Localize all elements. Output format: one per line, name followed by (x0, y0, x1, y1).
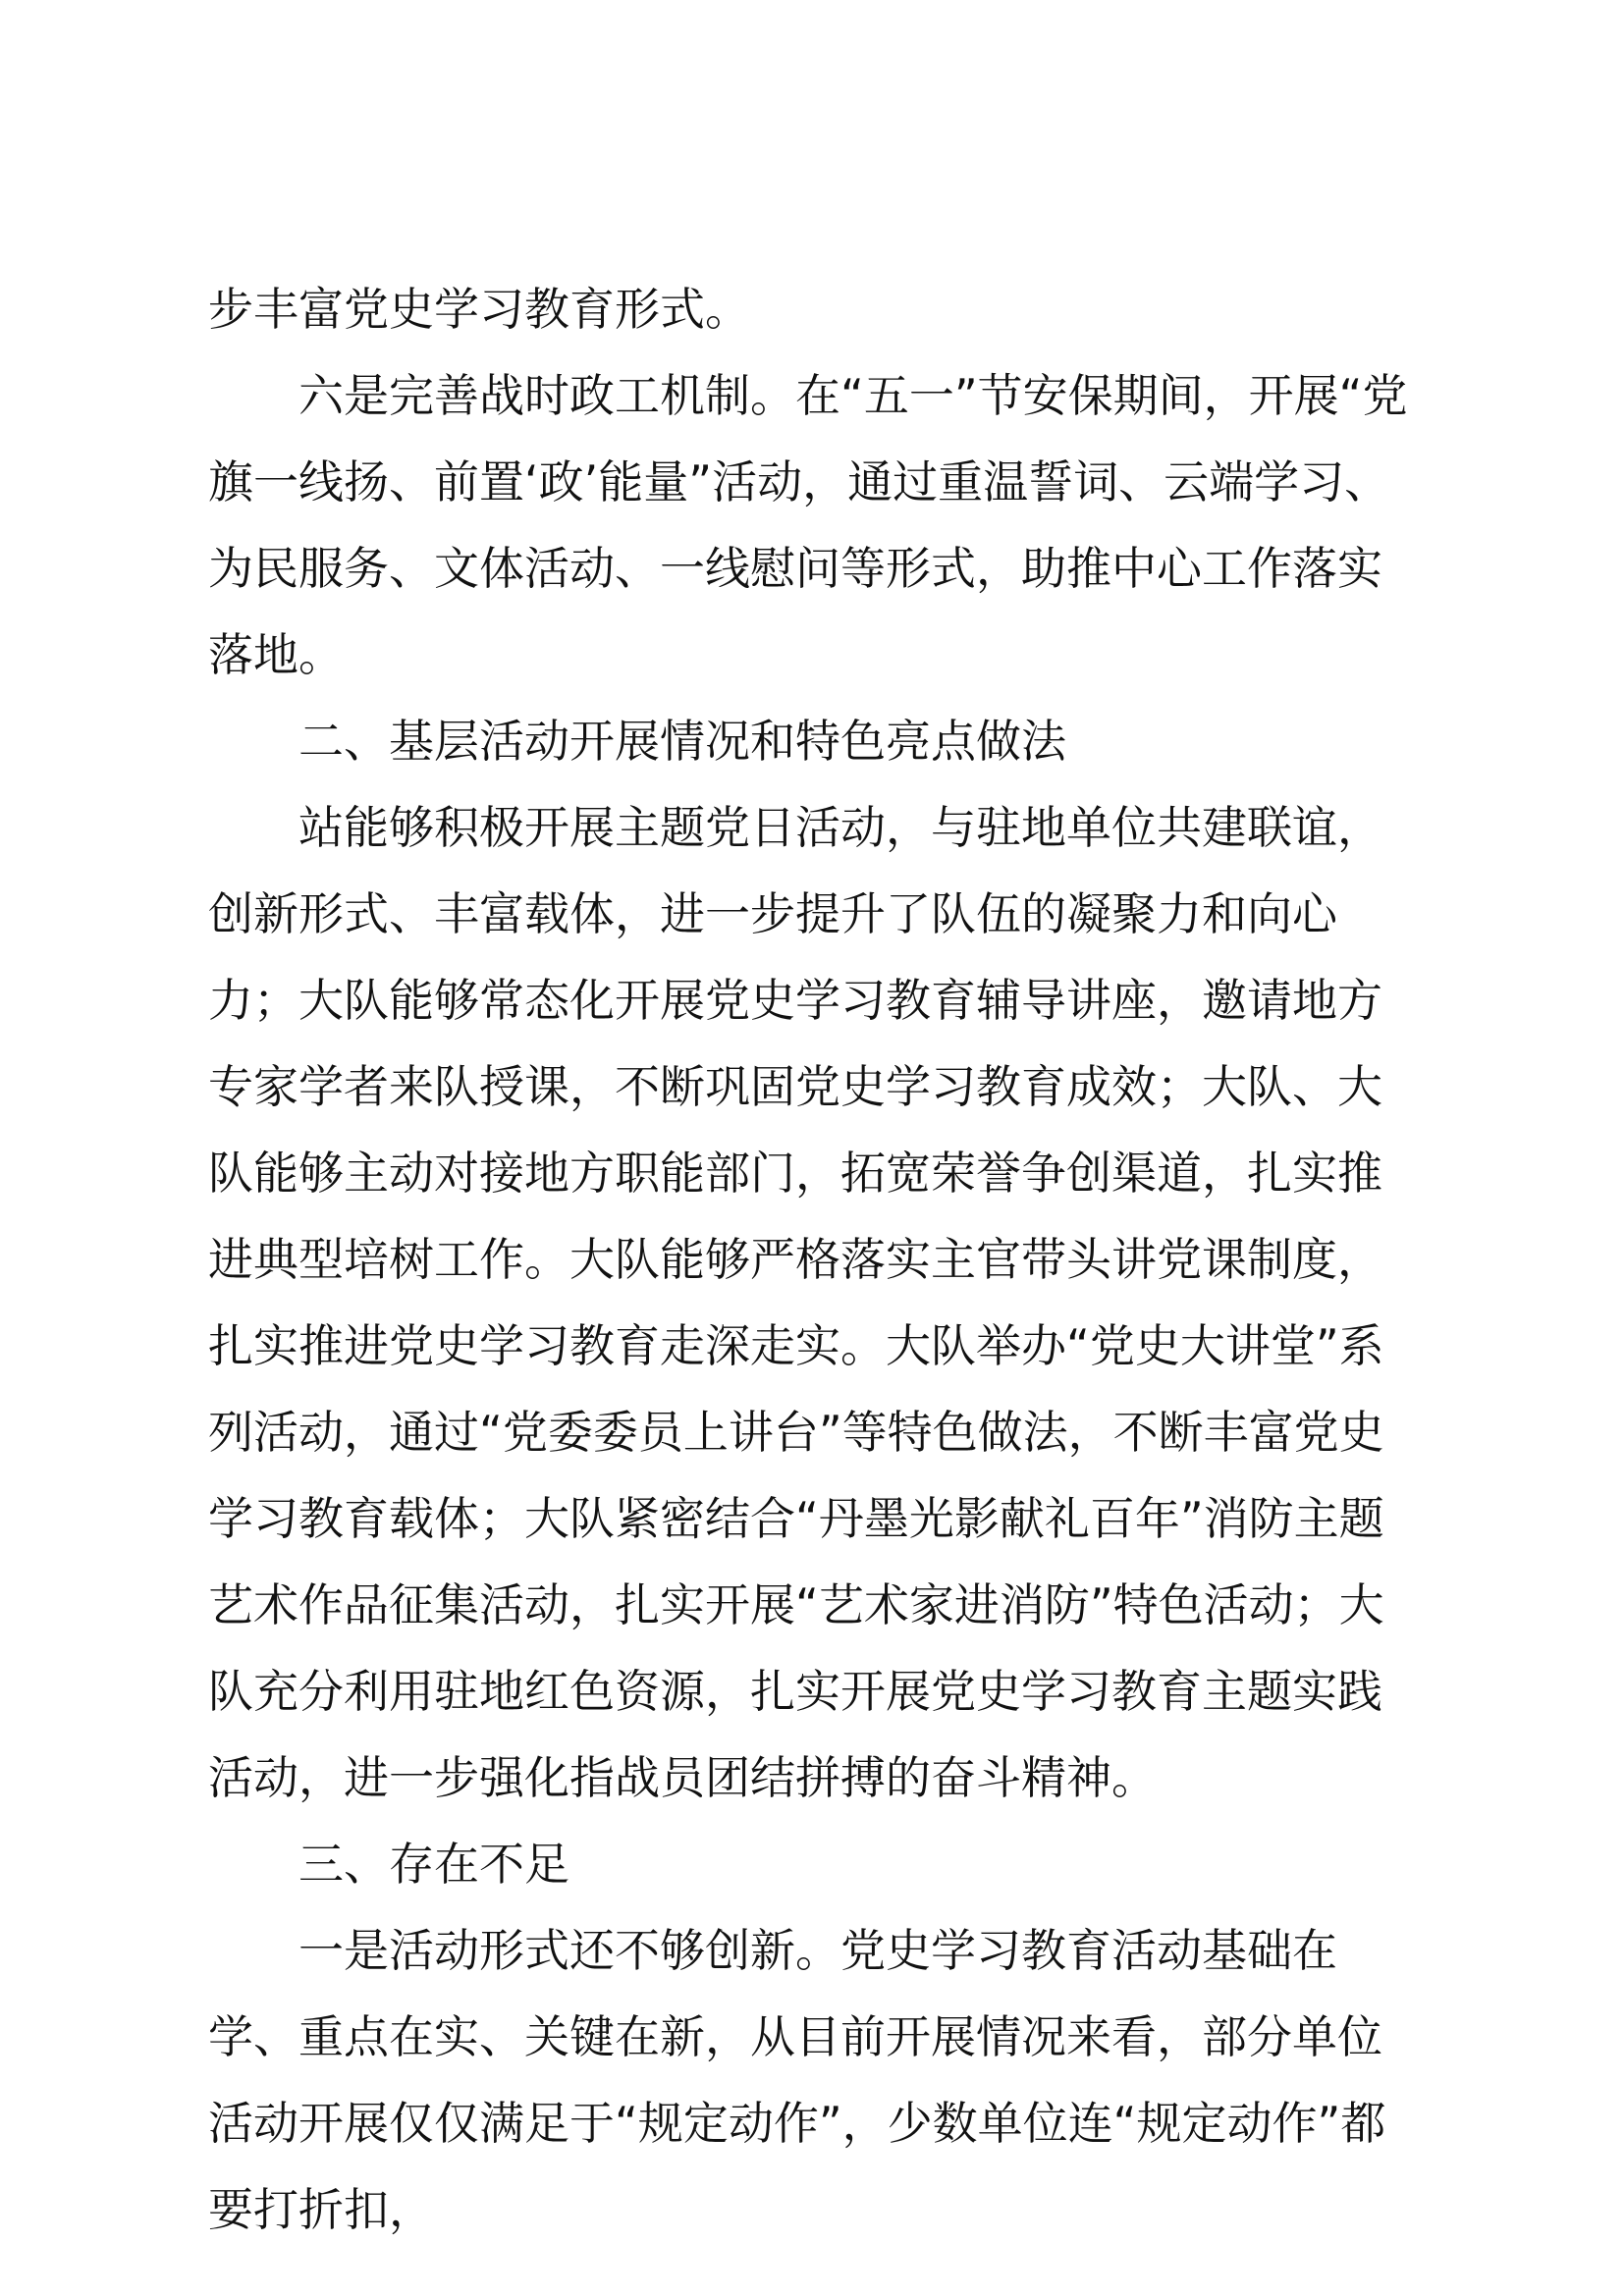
section-heading-grassroots-activities: 二、基层活动开展情况和特色亮点做法 (298, 715, 1066, 768)
paragraph-activity-forms: 一是活动形式还不够创新。党史学习教育活动基础在学、重点在实、关键在新，从目前开展情况来看，部分单位活动开展仅仅满足于“规定动作”，少数单位连“规定动作”都要打折扣， (208, 1924, 1386, 2236)
section-heading-shortcomings: 三、存在不足 (298, 1838, 569, 1891)
document-body (208, 266, 1426, 2253)
paragraph-wartime-political-mechanism: 六是完善战时政工机制。在“五一”节安保期间，开展“党旗一线扬、前置‘政’能量”活动，通过重温誓词、云端学习、为民服务、文体活动、一线慰问等形式，助推中心工作落实落地。 (208, 369, 1408, 681)
paragraph-continuation: 步丰富党史学习教育形式。 (208, 283, 750, 336)
paragraph-grassroots-highlights: 站能够积极开展主题党日活动，与驻地单位共建联谊，创新形式、丰富载体，进一步提升了队伍的凝聚力和向心力；大队能够常态化开展党史学习教育辅导讲座，邀请地方专家学者来队授课，不断巩固党史学习教育成效；大队、大队能够主动对接地方职能部门，拓宽荣誉争创渠道，扎实推进典型培树工作。大队能够严格落实主官带头讲党课制度，扎实推进党史学习教育走深走实。大队举办“党史大讲堂”系列活动，通过“党委委员上讲台”等特色做法，不断丰富党史学习教育载体；大队紧密结合“丹墨光影献礼百年”消防主题艺术作品征集活动，扎实开展“艺术家进消防”特色活动；大队充分利用驻地红色资源，扎实开展党史学习教育主题实践活动，进一步强化指战员团结拼搏的奋斗精神。 (208, 801, 1384, 1804)
